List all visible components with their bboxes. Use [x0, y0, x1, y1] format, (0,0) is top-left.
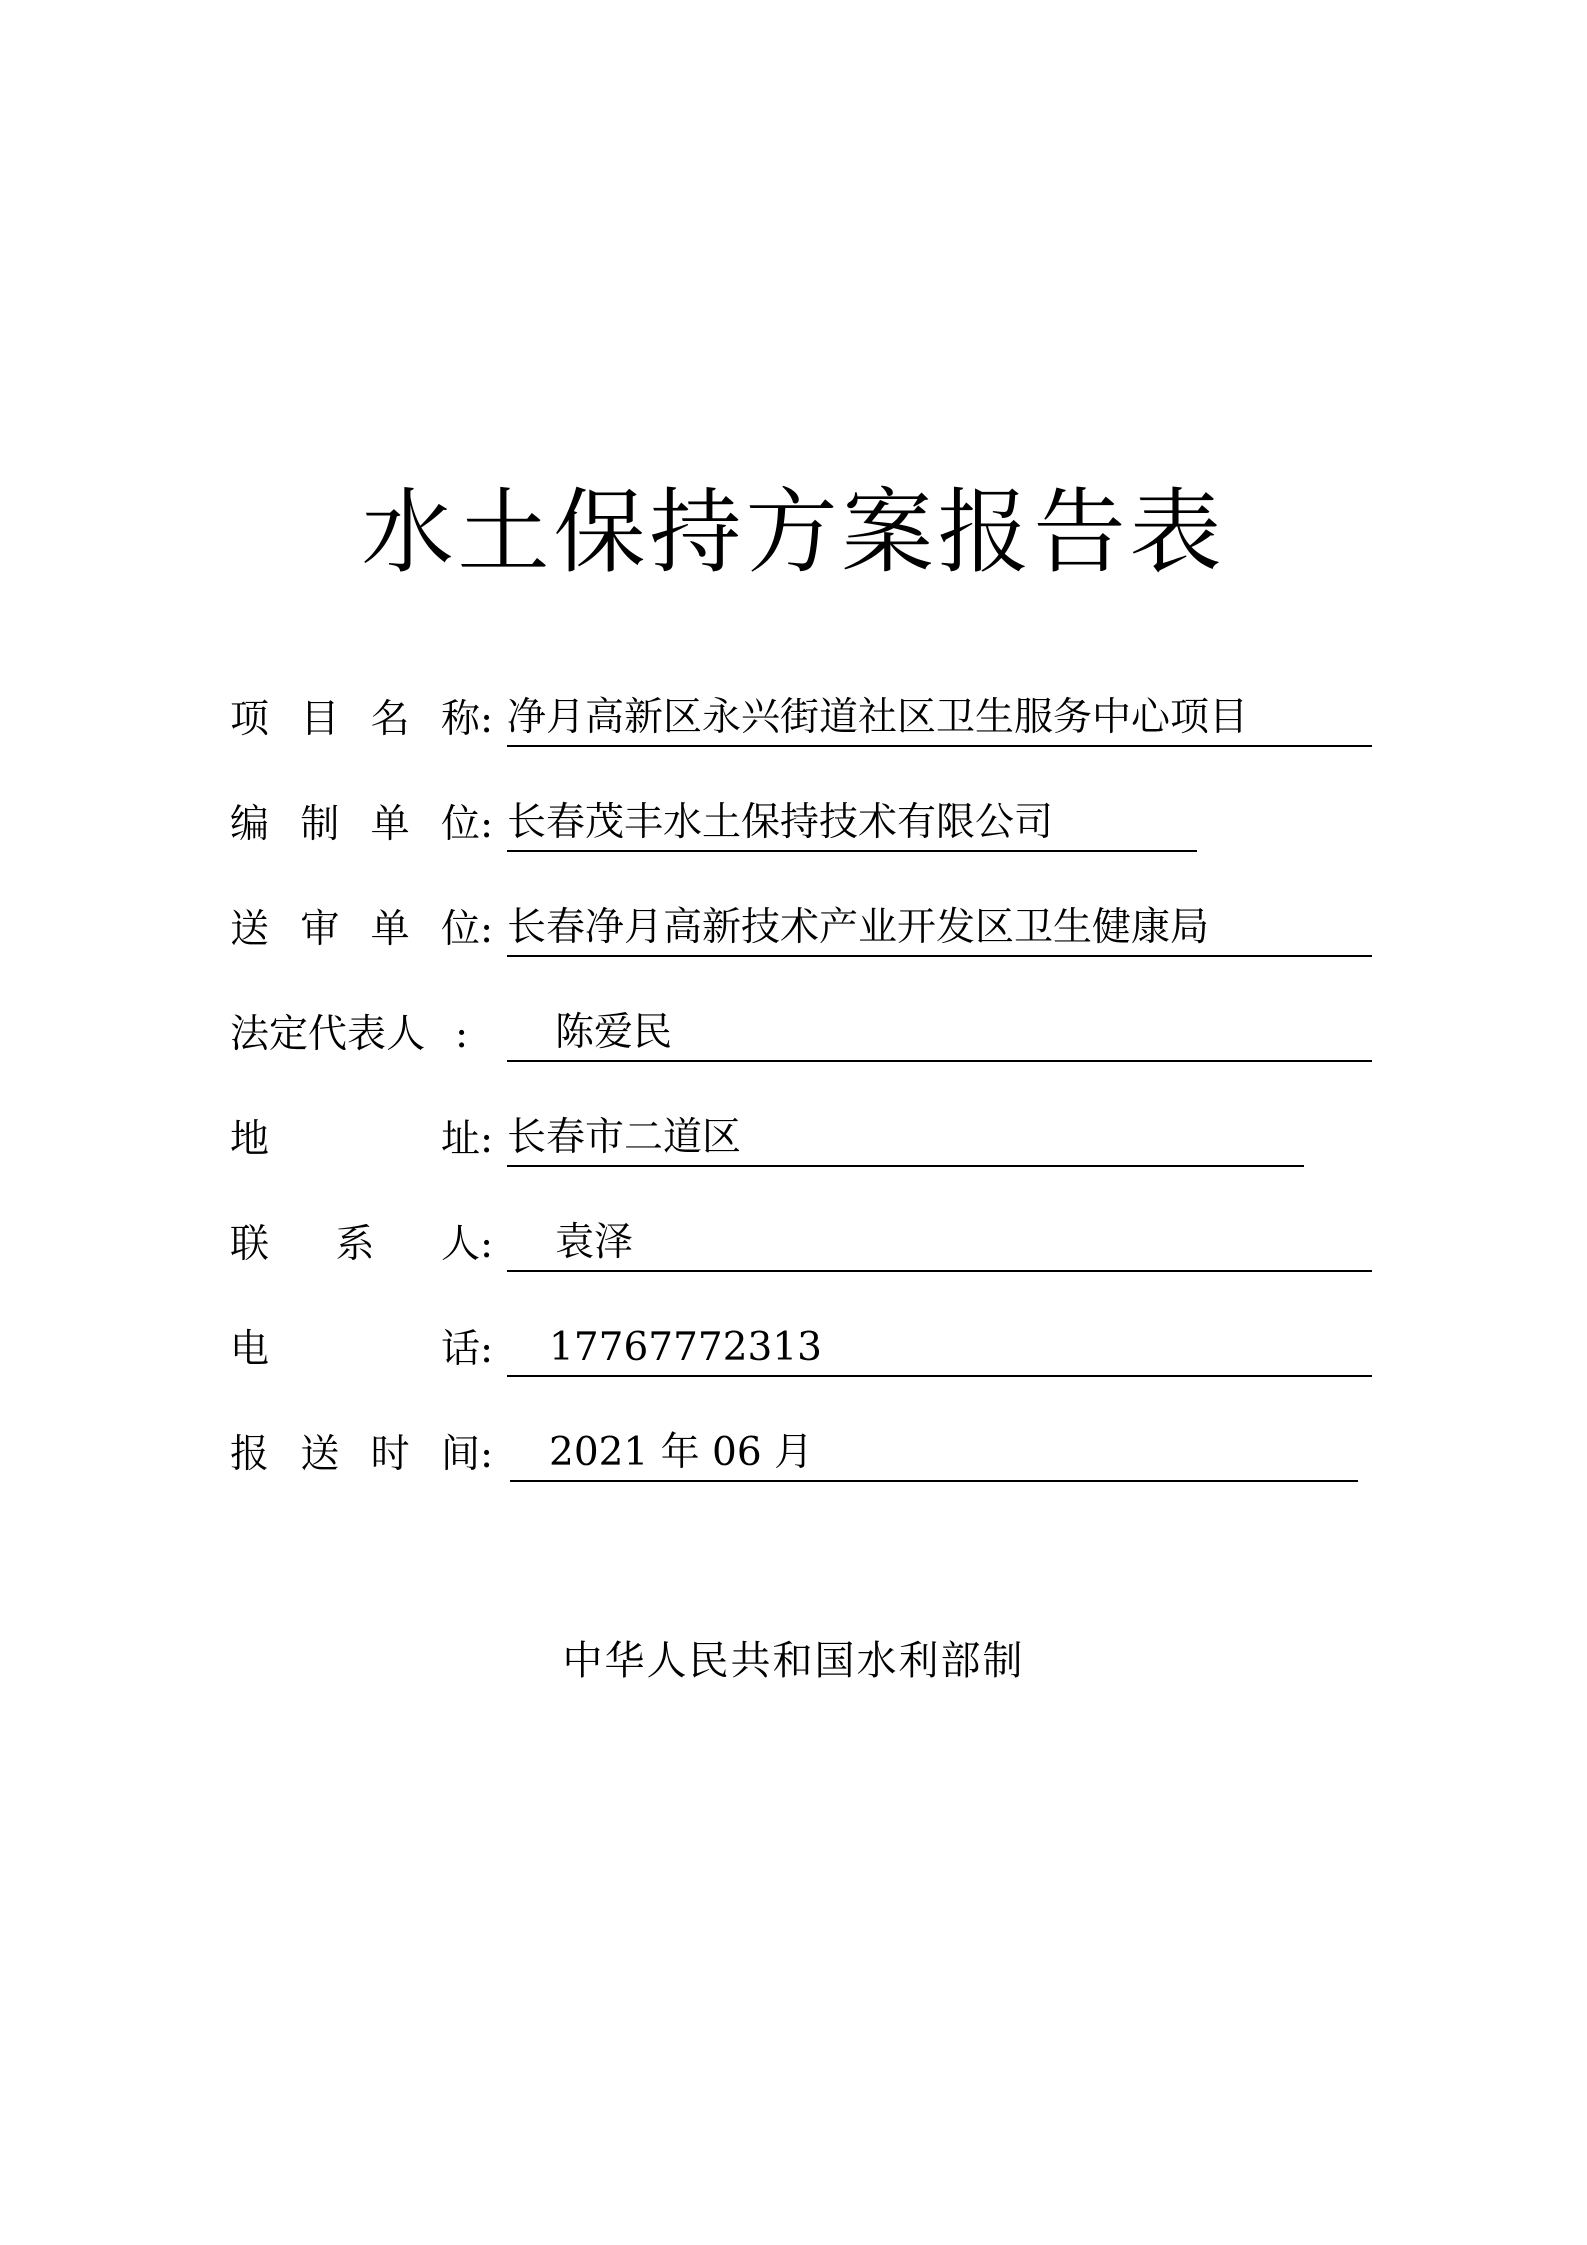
- label-char: 间: [440, 1432, 480, 1477]
- field-colon: :: [480, 1222, 494, 1267]
- field-value: 17767772313: [549, 1325, 822, 1370]
- field-colon: :: [480, 907, 494, 952]
- label-char: 项: [230, 697, 270, 742]
- field-value: 袁泽: [555, 1220, 634, 1265]
- label-char: 话: [440, 1327, 480, 1372]
- label-char: 表: [347, 1012, 387, 1057]
- document-title: 水土保持方案报告表: [361, 479, 1226, 586]
- field-colon: :: [480, 802, 494, 847]
- value-underline: [507, 1325, 1372, 1377]
- value-underline: [507, 800, 1197, 852]
- label-char: 审: [300, 907, 340, 952]
- field-colon: :: [480, 1432, 494, 1477]
- value-underline: [510, 1430, 1358, 1482]
- label-char: 址: [440, 1117, 480, 1162]
- field-label: [230, 695, 480, 745]
- label-char: 系: [335, 1222, 375, 1267]
- label-char: 单: [370, 802, 410, 847]
- field-colon: :: [455, 1012, 469, 1057]
- label-char: 时: [370, 1432, 410, 1477]
- label-char: 送: [230, 907, 270, 952]
- label-char: 定: [269, 1012, 309, 1057]
- label-char: 编: [230, 802, 270, 847]
- label-char: 联: [230, 1222, 270, 1267]
- value-underline: [507, 1115, 1304, 1167]
- value-underline: [507, 1220, 1372, 1272]
- label-char: 报: [230, 1432, 270, 1477]
- field-colon: :: [480, 1327, 494, 1372]
- label-char: 制: [300, 802, 340, 847]
- field-value: 长春茂丰水土保持技术有限公司: [507, 800, 1054, 845]
- label-char: 人: [386, 1012, 426, 1057]
- field-label: [230, 1010, 480, 1060]
- field-label: [230, 1430, 480, 1480]
- label-char: 人: [440, 1222, 480, 1267]
- field-label: [230, 1115, 480, 1165]
- field-value: 长春市二道区: [507, 1115, 742, 1160]
- issuing-authority: 中华人民共和国水利部制: [562, 1638, 1025, 1684]
- label-char: 名: [370, 697, 410, 742]
- label-char: 称: [440, 697, 480, 742]
- label-char: 送: [300, 1432, 340, 1477]
- label-char: 地: [230, 1117, 270, 1162]
- field-label: [230, 1325, 480, 1375]
- value-underline: [507, 695, 1372, 747]
- label-char: 位: [440, 907, 480, 952]
- value-underline: [507, 905, 1372, 957]
- field-value: 净月高新区永兴街道社区卫生服务中心项目: [507, 695, 1249, 740]
- value-underline: [507, 1010, 1372, 1062]
- label-char: 法: [230, 1012, 270, 1057]
- label-char: 目: [300, 697, 340, 742]
- label-char: 单: [370, 907, 410, 952]
- field-colon: :: [480, 697, 494, 742]
- field-value: 陈爱民: [555, 1010, 673, 1055]
- label-char: 位: [440, 802, 480, 847]
- field-label: [230, 800, 480, 850]
- field-value: 2021 年 06 月: [549, 1430, 814, 1475]
- field-label: [230, 905, 480, 955]
- field-colon: :: [480, 1117, 494, 1162]
- label-char: 电: [230, 1327, 270, 1372]
- label-char: 代: [308, 1012, 348, 1057]
- field-label: [230, 1220, 480, 1270]
- field-value: 长春净月高新技术产业开发区卫生健康局: [507, 905, 1210, 950]
